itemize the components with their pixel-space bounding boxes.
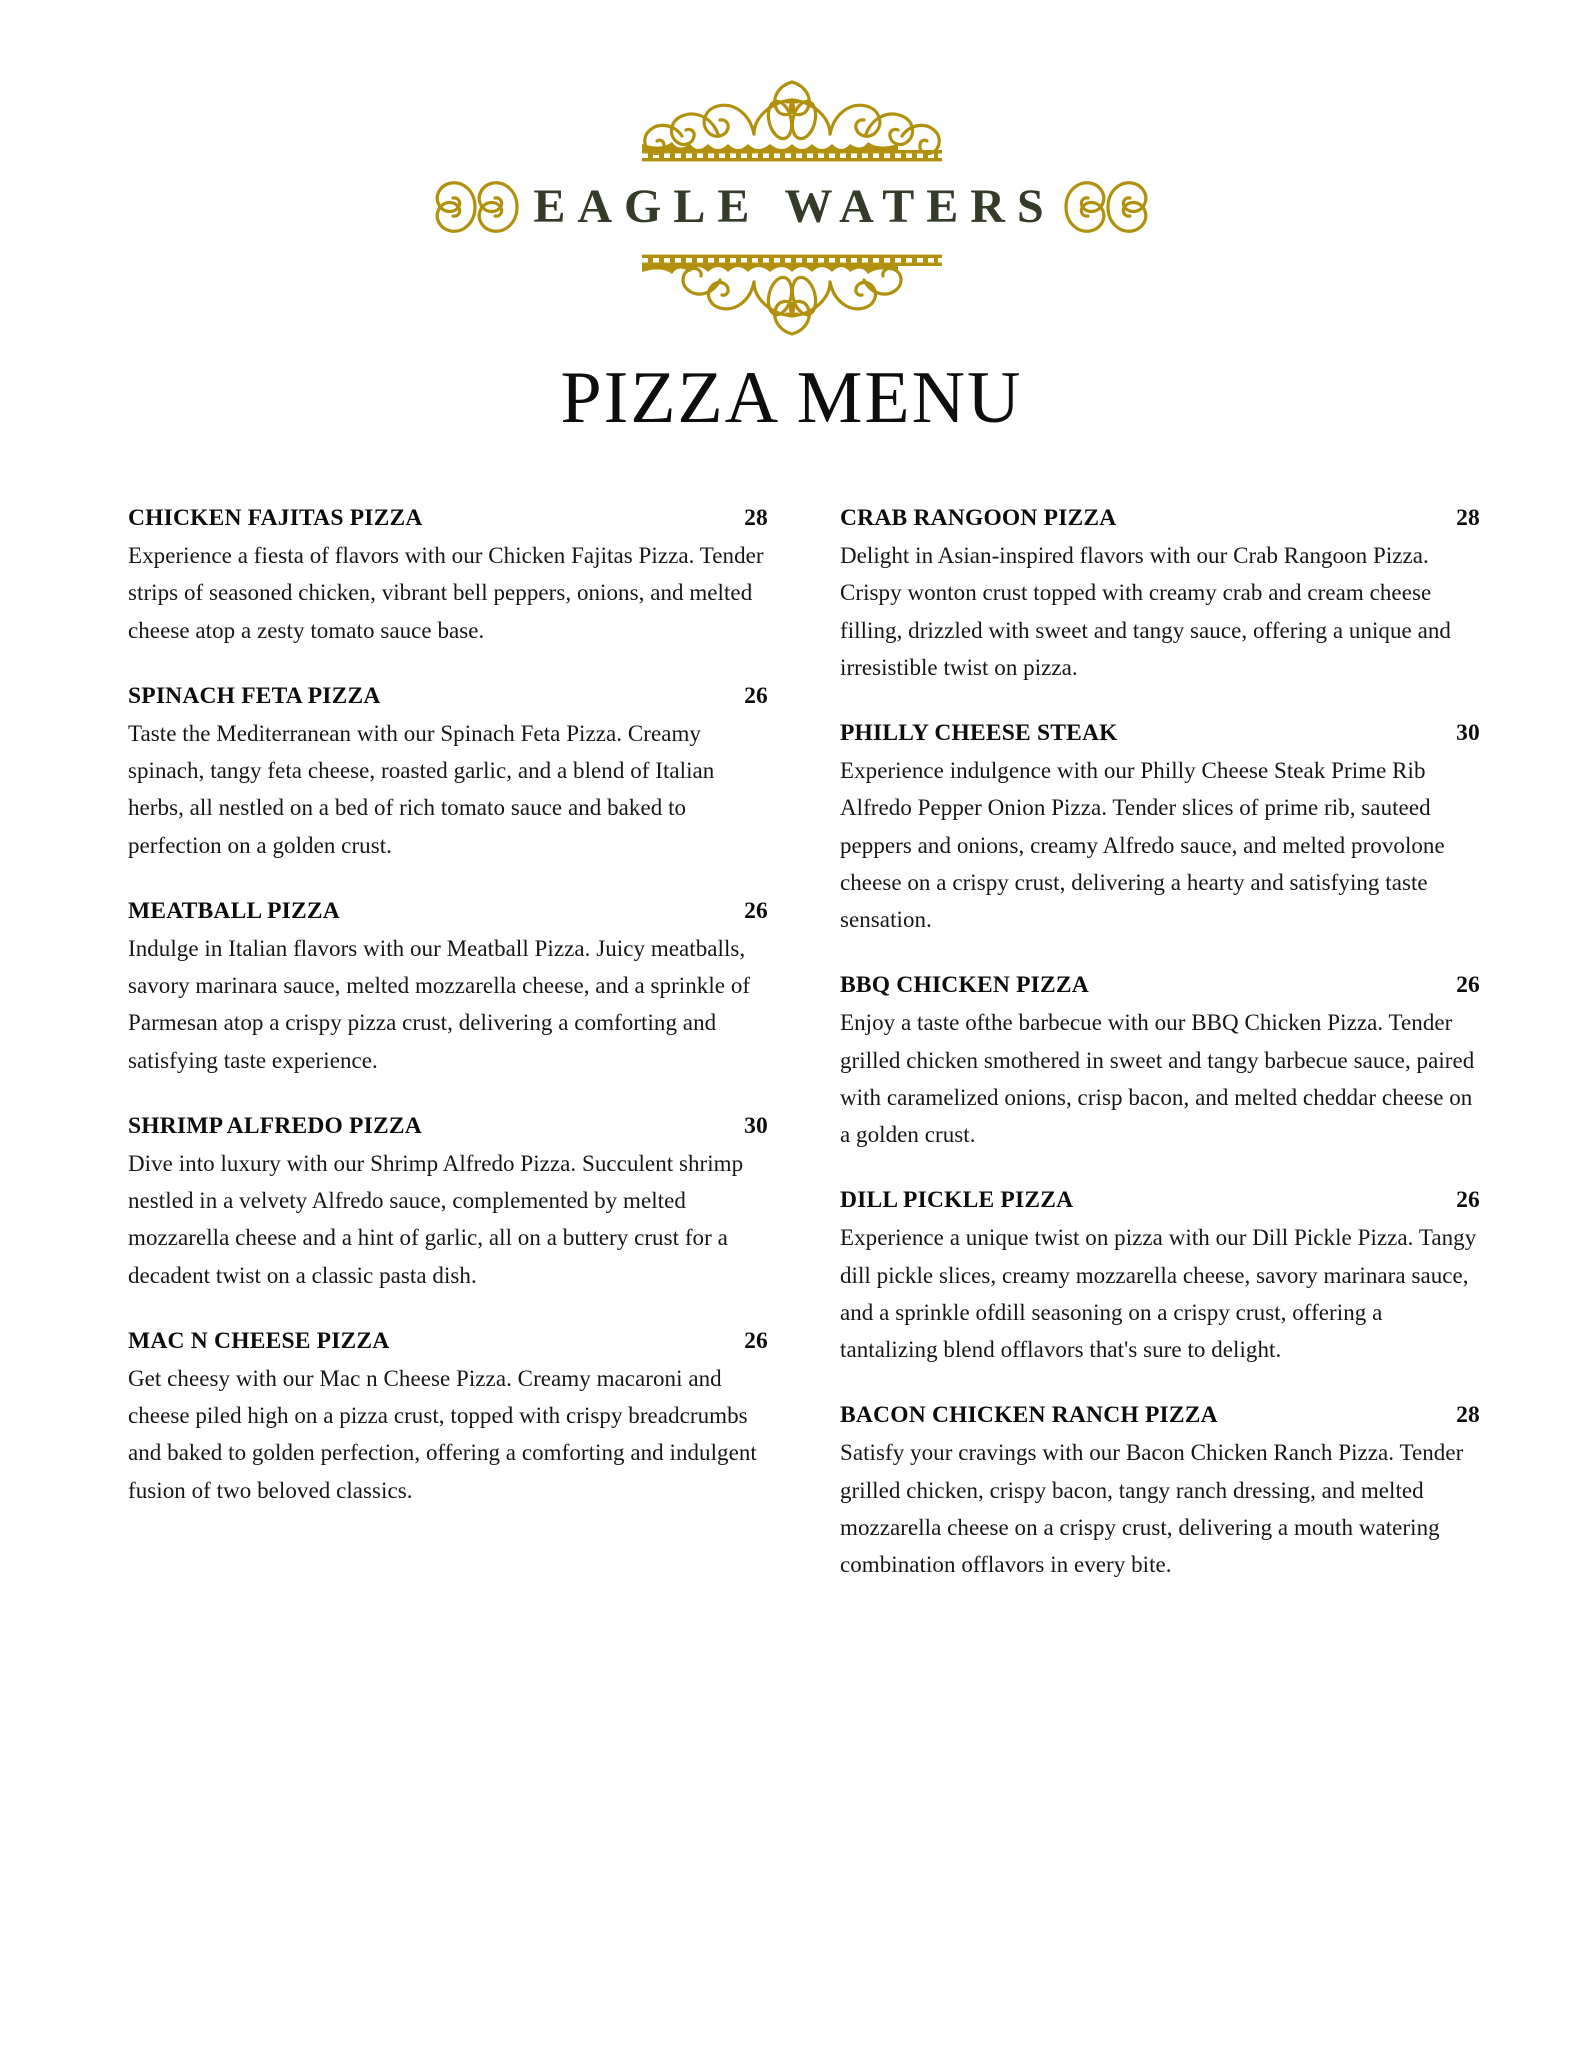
menu-item-name: SPINACH FETA PIZZA xyxy=(128,682,381,709)
menu-item-name: PHILLY CHEESE STEAK xyxy=(840,720,1118,746)
menu-item-header xyxy=(128,898,768,925)
menu-item xyxy=(128,1113,768,1294)
menu-item xyxy=(128,1328,768,1509)
menu-item-description: Dive into luxury with our Shrimp Alfredo Pizza. Succulent shrimp nestled in a velvety Alfredo sauce, complemented by melted mozzarella cheese and a hint of garlic, all on a buttery crust for a decadent twist on a classic pasta dish. xyxy=(128,1150,744,1288)
brand-name-row xyxy=(431,176,1151,238)
menu-item-description: Delight in Asian-inspired flavors with our Crab Rangoon Pizza. Crispy wonton crust topped with creamy crab and cream cheese filling, drizzled with sweet and tangy sauce, offering a unique and irresistible twist on pizza. xyxy=(840,543,1451,680)
menu-item-price: 26 xyxy=(1456,972,1480,999)
menu-item xyxy=(840,505,1480,686)
menu-item-price: 26 xyxy=(1456,1187,1480,1214)
menu-item-description: Indulge in Italian flavors with our Meatball Pizza. Juicy meatballs, savory marinara sauce, melted mozzarella cheese, and a sprinkle of Parmesan atop a crispy pizza crust, delivering a comforting and satisfying taste experience. xyxy=(128,935,751,1073)
menu-item xyxy=(128,683,768,864)
menu-item-header xyxy=(840,1187,1480,1214)
menu-item xyxy=(128,505,768,649)
menu-item-header xyxy=(128,683,768,710)
menu-item-name: BBQ CHICKEN PIZZA xyxy=(840,972,1089,999)
menu-item-name: MAC N CHEESE PIZZA xyxy=(128,1327,390,1354)
menu-item xyxy=(840,1187,1480,1368)
menu-item xyxy=(128,898,768,1079)
menu-item-name: CRAB RANGOON PIZZA xyxy=(840,505,1117,531)
menu-item-description: Satisfy your cravings with our Bacon Chicken Ranch Pizza. Tender grilled chicken, crispy bacon, tangy ranch dressing, and melted mozzarella cheese on a crispy crust, delivering a mouth watering combination offlavors in every bite. xyxy=(840,1440,1464,1577)
crest-bottom-ornament xyxy=(542,236,1042,346)
menu-item-description: Taste the Mediterranean with our Spinach Feta Pizza. Creamy spinach, tangy feta cheese, roasted garlic, and a blend of Italian herbs, all nestled on a bed of rich tomato sauce and baked to perfection on a golden crust. xyxy=(128,720,715,858)
right-flourish-ornament xyxy=(1060,176,1152,238)
menu-item-header xyxy=(840,1402,1480,1429)
menu-column-left xyxy=(128,505,768,1583)
menu-item-price: 26 xyxy=(744,1327,768,1354)
restaurant-logo xyxy=(0,0,1583,346)
menu-item-price: 28 xyxy=(1456,1402,1480,1429)
menu-item-description: Experience a unique twist on pizza with our Dill Pickle Pizza. Tangy dill pickle slices, creamy mozzarella cheese, savory marinara sauce, and a sprinkle ofdill seasoning on a crispy crust, offering a tantalizing blend offlavors that's sure to delight. xyxy=(840,1225,1477,1362)
menu-item-price: 30 xyxy=(744,1112,768,1139)
menu-item xyxy=(840,720,1480,938)
menu-item xyxy=(840,1402,1480,1583)
page-title: PIZZA MENU xyxy=(560,357,1023,439)
menu-item-description: Enjoy a taste ofthe barbecue with our BBQ Chicken Pizza. Tender grilled chicken smothered in sweet and tangy barbecue sauce, paired with caramelized onions, crisp bacon, and melted cheddar cheese on a golden crust. xyxy=(840,1010,1475,1147)
left-flourish-ornament xyxy=(431,176,523,238)
menu-item-name: MEATBALL PIZZA xyxy=(128,897,340,924)
menu-item-name: BACON CHICKEN RANCH PIZZA xyxy=(840,1402,1218,1429)
crest-top-ornament xyxy=(542,70,1042,180)
menu-item xyxy=(840,972,1480,1153)
menu-columns xyxy=(0,505,1583,1583)
menu-item-price: 28 xyxy=(744,505,768,531)
menu-item-price: 26 xyxy=(744,682,768,709)
menu-item-name: CHICKEN FAJITAS PIZZA xyxy=(128,505,423,531)
menu-item-description: Experience a fiesta of flavors with our Chicken Fajitas Pizza. Tender strips of seasoned chicken, vibrant bell peppers, onions, and melted cheese atop a zesty tomato sauce base. xyxy=(128,543,764,643)
menu-item-header xyxy=(840,505,1480,532)
menu-column-right xyxy=(840,505,1480,1583)
menu-item-name: DILL PICKLE PIZZA xyxy=(840,1187,1074,1214)
menu-item-description: Get cheesy with our Mac n Cheese Pizza. Creamy macaroni and cheese piled high on a pizza crust, topped with crispy breadcrumbs and baked to golden perfection, offering a comforting and indulgent fusion of two beloved classics. xyxy=(128,1365,757,1503)
menu-item-header xyxy=(840,972,1480,999)
menu-item-price: 26 xyxy=(744,897,768,924)
brand-name: EAGLE WATERS xyxy=(533,180,1056,233)
menu-item-price: 30 xyxy=(1456,720,1480,746)
menu-item-description: Experience indulgence with our Philly Cheese Steak Prime Rib Alfredo Pepper Onion Pizza. Tender slices of prime rib, sauteed peppers and onions, creamy Alfredo sauce, and melted provolone cheese on a crispy crust, delivering a hearty and satisfying taste sensation. xyxy=(840,758,1445,932)
menu-item-header xyxy=(128,1113,768,1140)
menu-item-header xyxy=(128,505,768,532)
menu-item-header xyxy=(840,720,1480,747)
menu-item-price: 28 xyxy=(1456,505,1480,531)
menu-item-header xyxy=(128,1328,768,1355)
menu-item-name: SHRIMP ALFREDO PIZZA xyxy=(128,1112,422,1139)
